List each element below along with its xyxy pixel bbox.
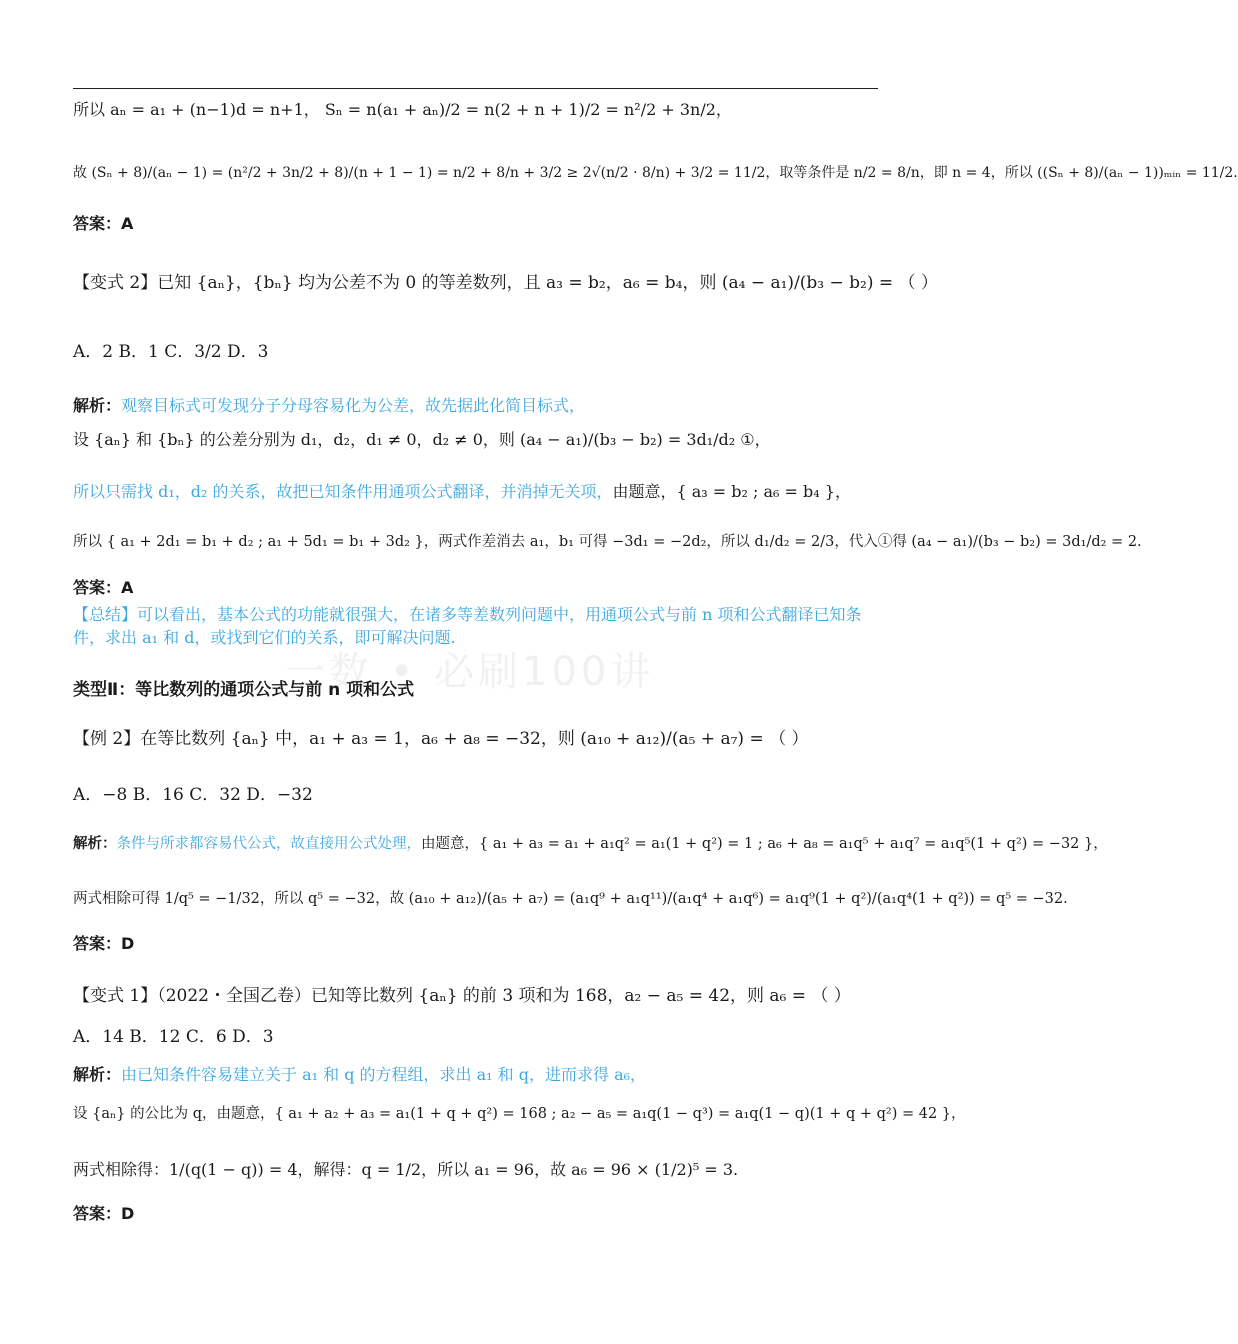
analysis-hint: 条件与所求都容易代公式，故直接用公式处理，: [116, 836, 421, 852]
answer-options: A．2 B．1 C．3/2 D．3: [73, 342, 269, 362]
solution-line: 所以 { a₁ + 2d₁ = b₁ + d₂ ; a₁ + 5d₁ = b₁ + 3d₂ }，两式作差消去 a₁，b₁ 可得 −3d₁ = −2d₂，所以 d₁/d₂ = 2/3，代入①得 (a₄ − a₁)/(b₃ − b₂) = 3d₁/d₂ = 2.: [73, 534, 1142, 550]
answer-label: 答案：D: [73, 1204, 135, 1223]
answer-label: 答案：A: [73, 578, 134, 597]
solution-line: 所以 aₙ = a₁ + (n−1)d = n+1， Sₙ = n(a₁ + aₙ)/2 = n(2 + n + 1)/2 = n²/2 + 3n/2，: [73, 100, 732, 119]
analysis-line: [73, 396, 878, 415]
watermark: 一数 • 必刷100讲: [285, 649, 655, 695]
analysis-line: [73, 836, 1108, 853]
analysis-line: [73, 1065, 878, 1084]
solution-line: 设 {aₙ} 的公比为 q，由题意，{ a₁ + a₂ + a₃ = a₁(1 + q + q²) = 168 ; a₂ − a₅ = a₁q(1 − q³) = a₁q(1 − q)(1 + q + q²) = 42 }，: [73, 1106, 966, 1122]
analysis-label: 解析：: [73, 1065, 122, 1084]
header-rule: [73, 88, 878, 89]
summary-text: 可以看出，基本公式的功能就很强大，在诸多等差数列问题中，用通项公式与前 n 项和公式翻译已知条件，求出 a₁ 和 d，或找到它们的关系，即可解决问题.: [73, 605, 862, 648]
question-title: 【变式 1】（2022・全国乙卷）已知等比数列 {aₙ} 的前 3 项和为 168，a₂ − a₅ = 42，则 a₆ = （ ）: [73, 986, 851, 1006]
question-title: 【例 2】在等比数列 {aₙ} 中，a₁ + a₃ = 1，a₆ + a₈ = −32，则 (a₁₀ + a₁₂)/(a₅ + a₇) = （ ）: [73, 729, 809, 749]
answer-label: 答案：D: [73, 934, 135, 953]
analysis-hint: 观察目标式可发现分子分母容易化为公差，故先据此化简目标式，: [121, 396, 586, 415]
solution-text: 由题意，{ a₁ + a₃ = a₁ + a₁q² = a₁(1 + q²) = 1 ; a₆ + a₈ = a₁q⁵ + a₁q⁷ = a₁q⁵(1 + q²) = −32 }，: [421, 836, 1108, 852]
analysis-label: 解析：: [73, 836, 117, 852]
answer-label: 答案：A: [73, 214, 134, 233]
answer-options: A．−8 B．16 C．32 D．−32: [73, 785, 313, 805]
solution-text: 由题意，{ a₃ = b₂ ; a₆ = b₄ }，: [612, 482, 851, 501]
summary-label: 【总结】: [73, 605, 138, 624]
summary-paragraph: [73, 603, 878, 649]
solution-line: 故 (Sₙ + 8)/(aₙ − 1) = (n²/2 + 3n/2 + 8)/(n + 1 − 1) = n/2 + 8/n + 3/2 ≥ 2√(n/2 · 8/n) + 3/2 = 11/2，取等条件是 n/2 = 8/n，即 n = 4，所以 ((Sₙ + 8)/(aₙ − 1))ₘᵢₙ = 11/2.: [73, 165, 1238, 181]
question-title: 【变式 2】已知 {aₙ}，{bₙ} 均为公差不为 0 的等差数列，且 a₃ = b₂，a₆ = b₄，则 (a₄ − a₁)/(b₃ − b₂) = （ ）: [73, 273, 938, 293]
analysis-hint: 由已知条件容易建立关于 a₁ 和 q 的方程组，求出 a₁ 和 q，进而求得 a₆，: [121, 1065, 647, 1084]
solution-line: 两式相除得：1/(q(1 − q)) = 4，解得：q = 1/2，所以 a₁ = 96，故 a₆ = 96 × (1/2)⁵ = 3.: [73, 1160, 739, 1179]
solution-line: 设 {aₙ} 和 {bₙ} 的公差分别为 d₁，d₂，d₁ ≠ 0，d₂ ≠ 0，则 (a₄ − a₁)/(b₃ − b₂) = 3d₁/d₂ ①，: [73, 430, 771, 449]
answer-options: A．14 B．12 C．6 D．3: [73, 1027, 274, 1047]
analysis-hint: 所以只需找 d₁，d₂ 的关系，故把已知条件用通项公式翻译，并消掉无关项，: [73, 482, 613, 501]
solution-line: 两式相除可得 1/q⁵ = −1/32，所以 q⁵ = −32，故 (a₁₀ + a₁₂)/(a₅ + a₇) = (a₁q⁹ + a₁q¹¹)/(a₁q⁴ + a₁q⁶) = a₁q⁹(1 + q²)/(a₁q⁴(1 + q²)) = q⁵ = −32.: [73, 891, 1068, 907]
solution-line: [73, 482, 878, 501]
analysis-label: 解析：: [73, 396, 122, 415]
section-heading: 类型Ⅱ：等比数列的通项公式与前 n 项和公式: [73, 680, 415, 700]
